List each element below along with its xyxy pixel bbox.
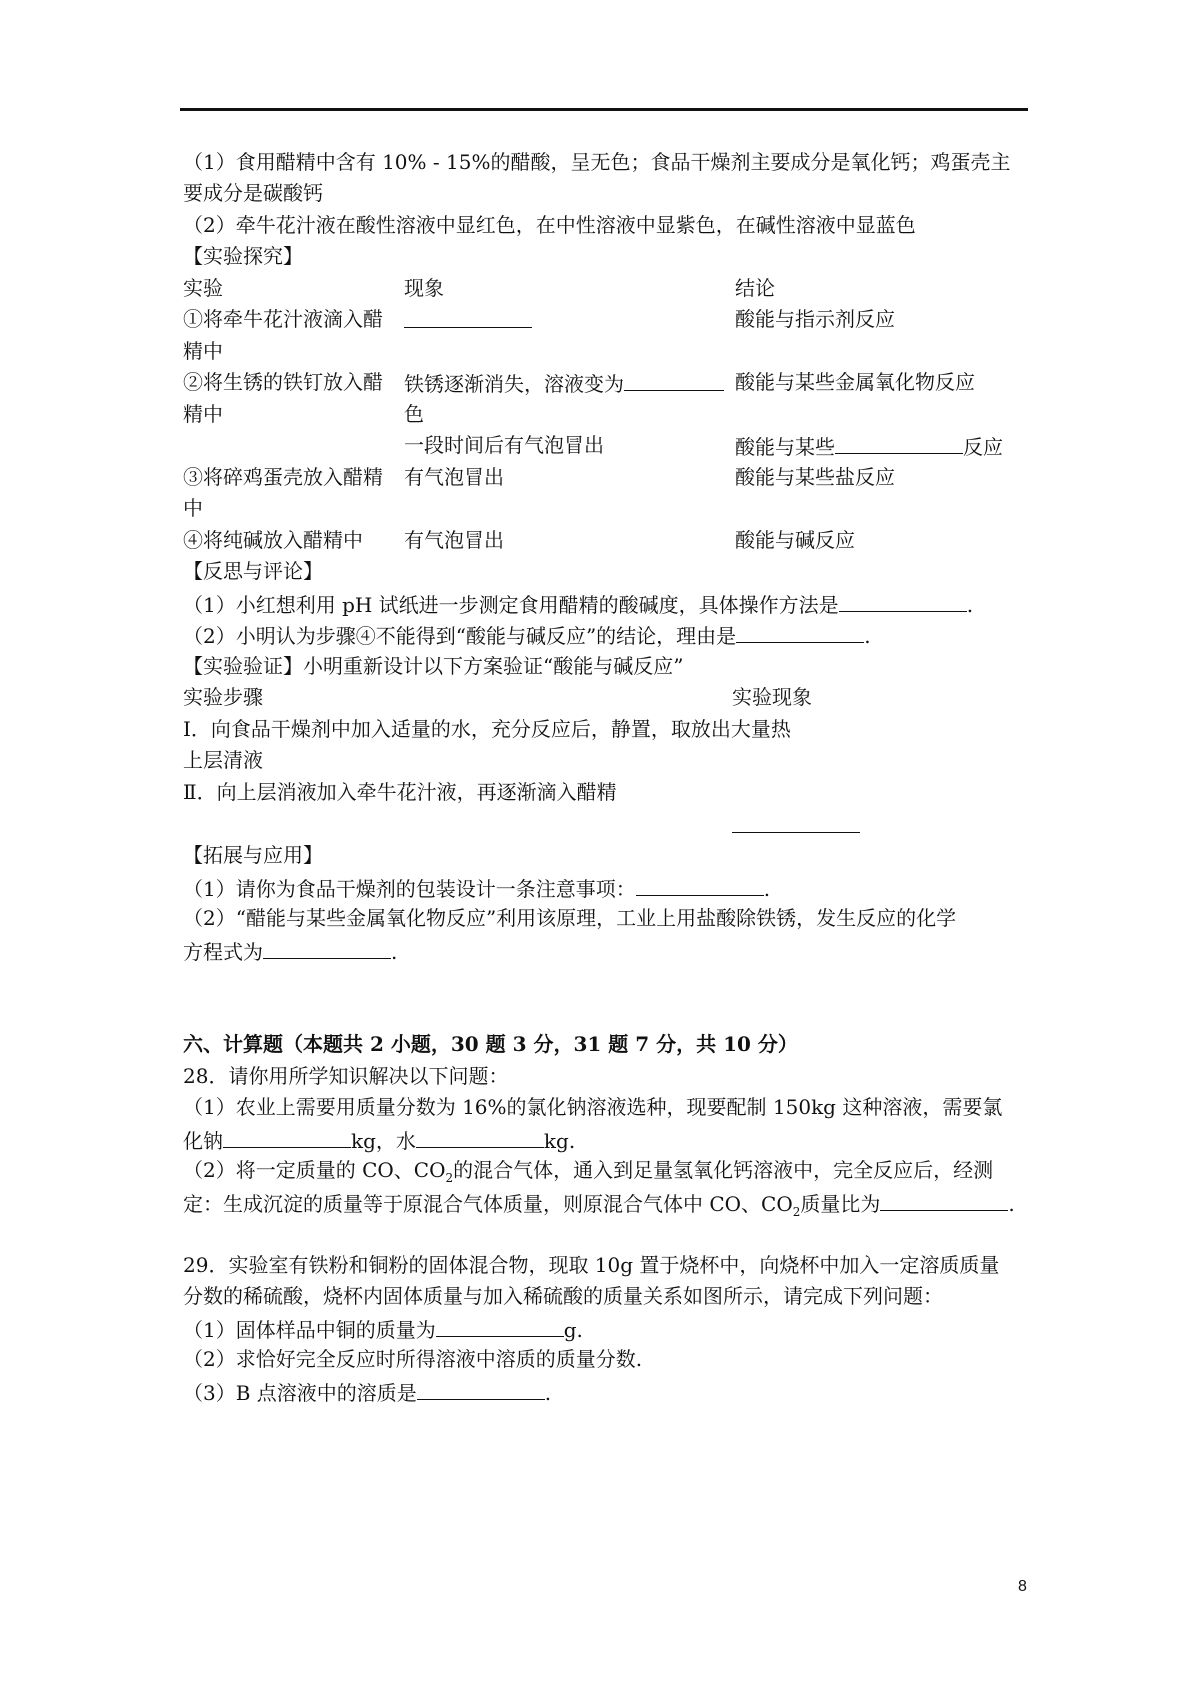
row1-experiment-b: 精中 — [183, 339, 223, 363]
row3-experiment-a: ③将碎鸡蛋壳放入醋精 — [183, 465, 383, 489]
row2-experiment-b: 精中 — [183, 402, 223, 426]
section6-heading: 六、计算题（本题共 2 小题，30 题 3 分，31 题 7 分，共 10 分） — [183, 1032, 798, 1056]
extend-heading: 【拓展与应用】 — [183, 843, 323, 867]
row4-conclusion: 酸能与碱反应 — [735, 528, 855, 552]
reflect-q2: （2）小明认为步骤④不能得到“酸能与碱反应”的结论，理由是 . — [183, 624, 871, 648]
extend-q1: （1）请你为食品干燥剂的包装设计一条注意事项： . — [183, 877, 771, 901]
verify-step1-b: 上层清液 — [183, 748, 263, 772]
extend-q2b: 方程式为 . — [183, 940, 398, 964]
header-rule — [180, 108, 1028, 111]
row2-experiment-a: ②将生锈的铁钉放入醋 — [183, 370, 383, 394]
col-header-phenomenon: 现象 — [404, 276, 444, 300]
row4-experiment: ④将纯碱放入醋精中 — [183, 528, 363, 552]
row2-conclusion: 酸能与某些金属氧化物反应 — [735, 370, 975, 394]
row3-phenomenon: 有气泡冒出 — [404, 465, 504, 489]
q28-p2a: （2）将一定质量的 CO、$CO_2$的混合气体，通入到足量氢氧化钙溶液中，完全反应后，经测 — [183, 1158, 994, 1185]
verify-step1-a: Ⅰ．向食品干燥剂中加入适量的水，充分反应后，静置，取放出大量热 — [183, 717, 791, 741]
q28-p1b: 化钠 kg，水 kg. — [183, 1129, 576, 1153]
row2b-phenomenon: 一段时间后有气泡冒出 — [404, 433, 604, 457]
explore-heading: 【实验探究】 — [183, 244, 303, 268]
row2-phenomenon-a: 铁锈逐渐消失，溶液变为 — [404, 370, 724, 396]
q28-title: 28．请你用所学知识解决以下问题： — [183, 1064, 509, 1088]
col-header-experiment: 实验 — [183, 276, 223, 300]
info-line-2: （2）牵牛花汁液在酸性溶液中显红色，在中性溶液中显紫色，在碱性溶液中显蓝色 — [183, 213, 916, 237]
q29-line1: 29．实验室有铁粉和铜粉的固体混合物，现取 10g 置于烧杯中，向烧杯中加入一定溶质质量 — [183, 1253, 1000, 1277]
info-line-1a: （1）食用醋精中含有 10% - 15%的醋酸，呈无色；食品干燥剂主要成分是氧化钙；鸡蛋壳主 — [183, 150, 1011, 174]
info-line-1b: 要成分是碳酸钙 — [183, 181, 323, 205]
row1-conclusion: 酸能与指示剂反应 — [735, 307, 895, 331]
verify-col-phenomenon: 实验现象 — [732, 685, 812, 709]
verify-step2-blank — [732, 812, 860, 838]
row2b-conclusion: 酸能与某些 反应 — [735, 435, 1003, 459]
verify-step2: Ⅱ．向上层消液加入牵牛花汁液，再逐渐滴入醋精 — [183, 780, 617, 804]
extend-q2a: （2）“醋能与某些金属氧化物反应”利用该原理，工业上用盐酸除铁锈，发生反应的化学 — [183, 906, 957, 930]
q29-line2: 分数的稀硫酸，烧杯内固体质量与加入稀硫酸的质量关系如图所示，请完成下列问题： — [183, 1284, 943, 1308]
q28-p1a: （1）农业上需要用质量分数为 16%的氯化钠溶液选种，现要配制 150kg 这种溶液，需要氯 — [183, 1095, 1003, 1119]
q28-p2b: 定：生成沉淀的质量等于原混合气体质量，则原混合气体中 CO、$CO_2$质量比为 . — [183, 1192, 1015, 1219]
verify-col-steps: 实验步骤 — [183, 685, 263, 709]
verify-heading: 【实验验证】小明重新设计以下方案验证“酸能与碱反应” — [183, 654, 684, 678]
col-header-conclusion: 结论 — [735, 276, 775, 300]
row1-phenomenon-blank — [404, 307, 532, 333]
row3-conclusion: 酸能与某些盐反应 — [735, 465, 895, 489]
reflect-q1: （1）小红想利用 pH 试纸进一步测定食用醋精的酸碱度，具体操作方法是 . — [183, 593, 974, 617]
q29-q3: （3）B 点溶液中的溶质是 . — [183, 1381, 552, 1405]
row3-experiment-b: 中 — [183, 496, 203, 520]
row2-phenomenon-b: 色 — [404, 402, 424, 426]
reflect-heading: 【反思与评论】 — [183, 559, 323, 583]
row4-phenomenon: 有气泡冒出 — [404, 528, 504, 552]
q29-q1: （1）固体样品中铜的质量为 g. — [183, 1318, 583, 1342]
q29-q2: （2）求恰好完全反应时所得溶液中溶质的质量分数. — [183, 1347, 643, 1371]
page-number: 8 — [1018, 1578, 1027, 1595]
row1-experiment-a: ①将牵牛花汁液滴入醋 — [183, 307, 383, 331]
